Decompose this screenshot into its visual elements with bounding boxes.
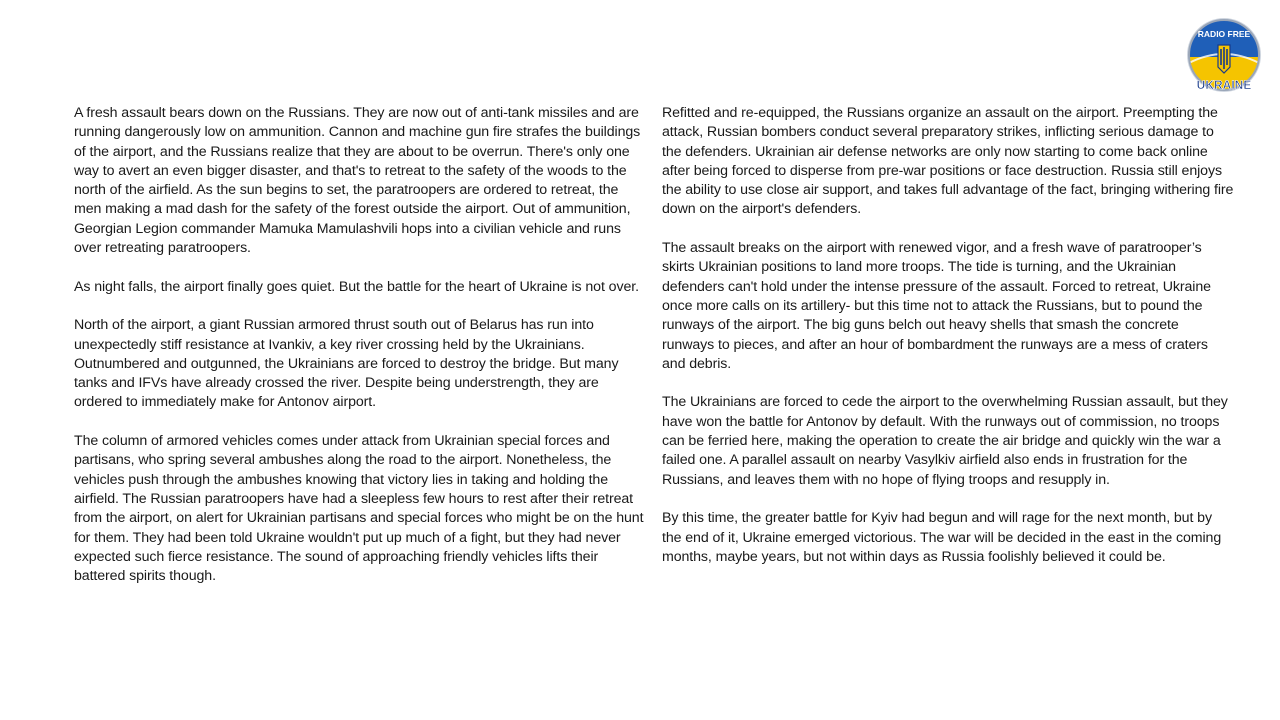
logo-line2: UKRAINE — [1196, 78, 1252, 92]
paragraph: The assault breaks on the airport with renewed vigor, and a fresh wave of paratrooper’s skirts Ukrainian positions to land more troops. The tide is turning, and the Ukrainian defenders can't hold under the intense pressure of the assault. Forced to retreat, Ukraine once more calls on its artillery- but this time not to attack the Russians, but to pound the runways of the airport. The big guns belch out heavy shells that smash the concrete runways to pieces, and after an hour of bombardment the runways are a mess of craters and debris. — [662, 240, 1211, 372]
trident-emblem-icon — [1218, 45, 1230, 73]
logo-emblem — [1185, 15, 1263, 95]
right-text-column — [662, 104, 1234, 586]
paragraph: The column of armored vehicles comes under attack from Ukrainian special forces and partisans, who spring several ambushes along the road to the airport. Nonetheless, the vehicles push through the ambushes knowing that victory lies in taking and holding the airfield. The Russian paratroopers have had a sleepless few hours to rest after their retreat from the airport, on alert for Ukrainian partisans and special forces who might be on the hunt for them. They had been told Ukraine wouldn't put up much of a fight, but they had never expected such fierce resistance. The sound of approaching friendly vehicles lifts their battered spirits though. — [74, 433, 644, 585]
logo-line1: RADIO FREE — [1197, 29, 1251, 39]
paragraph: A fresh assault bears down on the Russians. They are now out of anti-tank missiles and are running dangerously low on ammunition. Cannon and machine gun fire strafes the buildings of the airport, and the Russians realize that they are about to be overrun. There's only one way to avert an even bigger disaster, and that's to retreat to the safety of the woods to the north of the airfield. As the sun begins to set, the paratroopers are ordered to retreat, the men making a mad dash for the safety of the forest outside the airport. Out of ammunition, Georgian Legion commander Mamuka Mamulashvili hops into a civilian vehicle and runs over retreating paratroopers. — [74, 105, 641, 257]
paragraph: Refitted and re-equipped, the Russians organize an assault on the airport. Preempting the attack, Russian bombers conduct several preparatory strikes, inflicting serious damage to the defenders. Ukrainian air defense networks are only now starting to come back online after being forced to disperse from pre-war positions or face destruction. Russia still enjoys the ability to use close air support, and takes full advantage of the fact, bringing withering fire down on the airport's defenders. — [662, 105, 1234, 218]
radio-free-ukraine-logo — [1185, 15, 1263, 95]
paragraph: By this time, the greater battle for Kyiv had begun and will rage for the next month, but by the end of it, Ukraine emerged victorious. The war will be decided in the east in the coming months, maybe years, but not within days as Russia foolishly believed it could be. — [662, 510, 1222, 565]
left-text-column — [74, 104, 646, 606]
paragraph: As night falls, the airport finally goes quiet. But the battle for the heart of Ukraine is not over. — [74, 278, 639, 295]
paragraph: North of the airport, a giant Russian armored thrust south out of Belarus has run into unexpectedly stiff resistance at Ivankiv, a key river crossing held by the Ukrainians. Outnumbered and outgunned, the Ukrainians are forced to destroy the bridge. But many tanks and IFVs have already crossed the river. Despite being understrength, they are ordered to immediately make for Antonov airport. — [74, 317, 619, 411]
paragraph: The Ukrainians are forced to cede the airport to the overwhelming Russian assault, but they have won the battle for Antonov by default. With the runways out of commission, no troops can be ferried here, making the operation to create the air bridge and quickly win the war a failed one. A parallel assault on nearby Vasylkiv airfield also ends in frustration for the Russians, and leaves them with no hope of flying troops and resupply in. — [662, 394, 1228, 488]
